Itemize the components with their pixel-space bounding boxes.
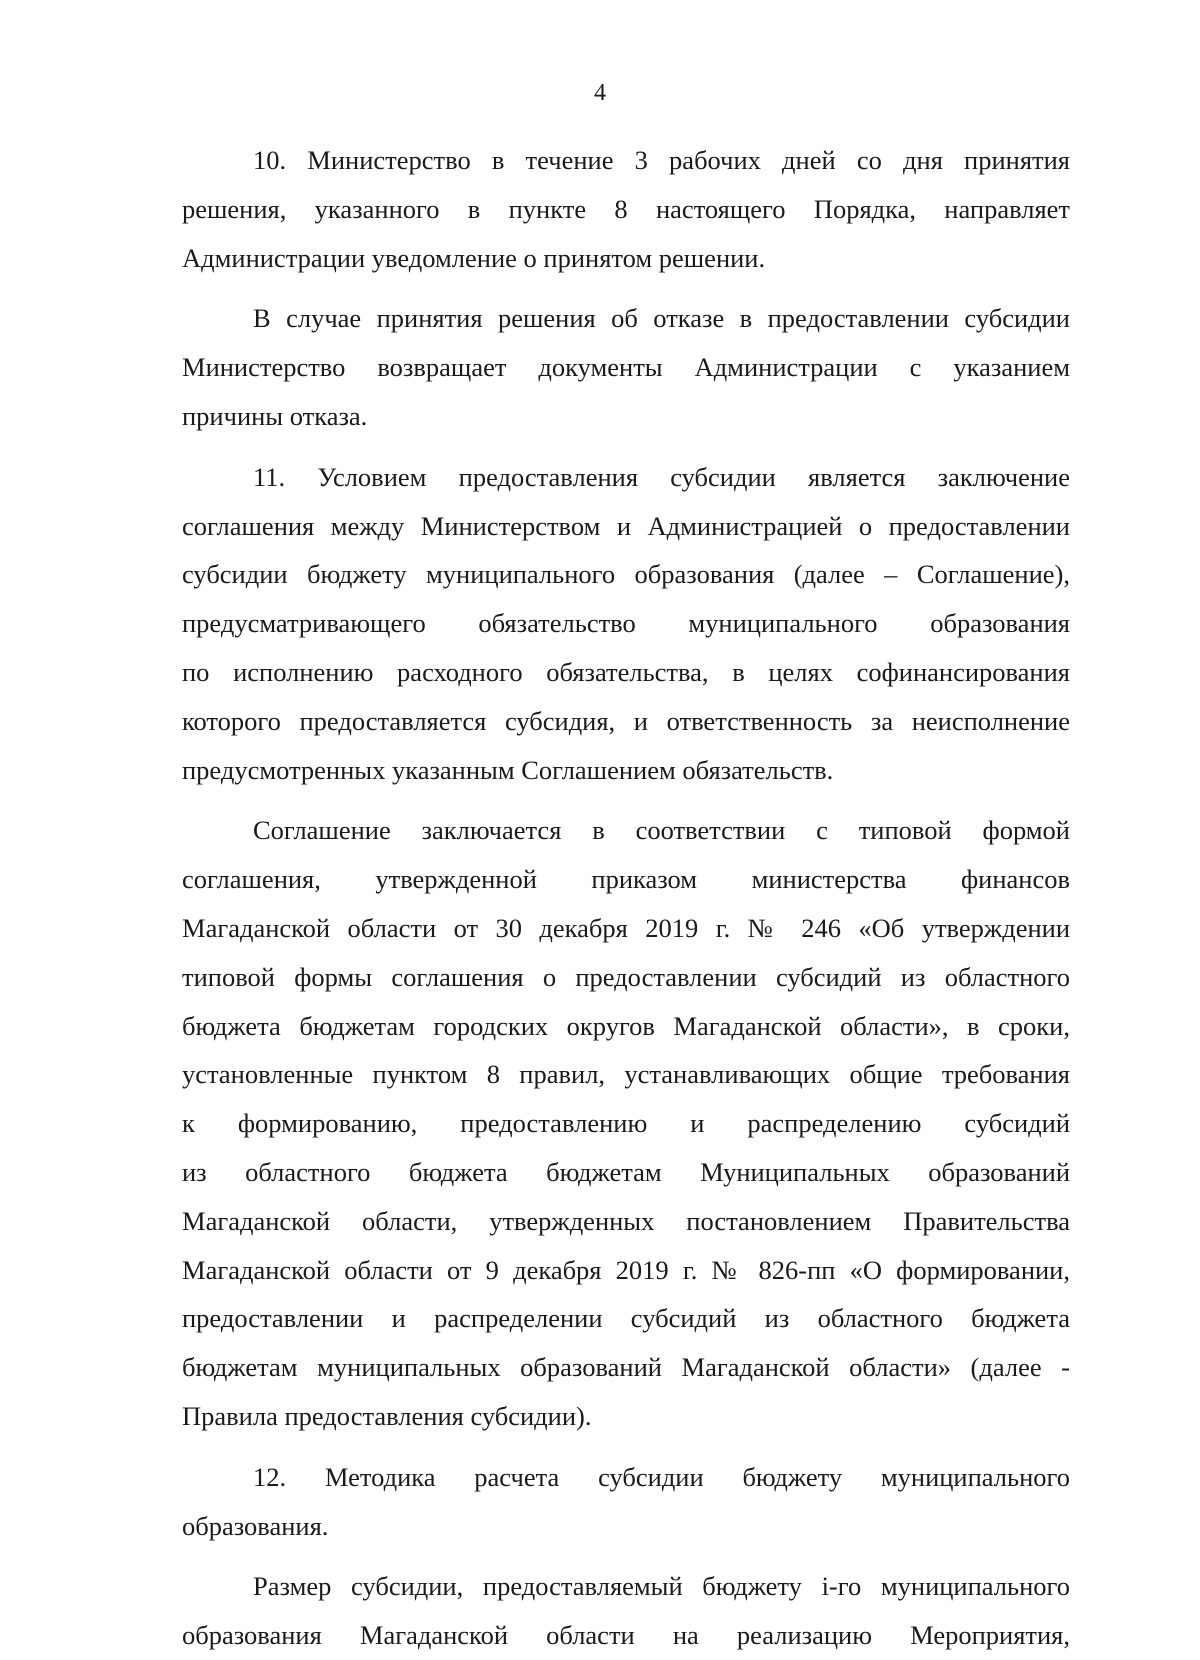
text-line: типовой формы соглашения о предоставлении субсидий из областного [182, 961, 1070, 992]
paragraph-gap [182, 282, 1070, 294]
text-line: субсидии бюджету муниципального образования (далее – Соглашение), [182, 559, 1070, 590]
text-line: 10. Министерство в течение 3 рабочих дней со дня принятия [253, 145, 1070, 175]
paragraph [182, 294, 1070, 440]
text-line: бюджета бюджетам городских округов Магаданской области», в сроки, [182, 1010, 1070, 1041]
document-body [182, 136, 1070, 1660]
text-line: 12. Методика расчета субсидии бюджету муниципального [253, 1461, 1070, 1492]
text-line: соглашения между Министерством и Администрацией о предоставлении [182, 510, 1070, 541]
paragraph [182, 136, 1070, 282]
text-line: образования Магаданской области на реализацию Мероприятия, [182, 1620, 1070, 1651]
text-line: бюджетам муниципальных образований Магаданской области» (далее - [182, 1352, 1070, 1383]
text-line: соглашения, утвержденной приказом министерства финансов [182, 864, 1070, 895]
paragraph [182, 453, 1070, 795]
paragraph-gap [182, 441, 1070, 453]
text-line: установленные пунктом 8 правил, устанавливающих общие требования [182, 1059, 1070, 1090]
text-line: В случае принятия решения об отказе в предоставлении субсидии [253, 303, 1070, 334]
paragraph-gap [182, 1550, 1070, 1562]
paragraph-gap [182, 1441, 1070, 1453]
text-line: из областного бюджета бюджетам Муниципальных образований [182, 1156, 1070, 1187]
text-line: причины отказа. [182, 400, 368, 431]
text-line: Магаданской области, утвержденных постановлением Правительства [182, 1205, 1070, 1236]
paragraph [182, 806, 1070, 1440]
text-line: решения, указанного в пункте 8 настоящего Порядка, направляет [182, 193, 1070, 224]
text-line: предоставлении и распределении субсидий из областного бюджета [182, 1303, 1070, 1334]
text-line: Правила предоставления субсидии). [182, 1400, 592, 1431]
text-line: Соглашение заключается в соответствии с типовой формой [253, 815, 1070, 846]
text-line: Магаданской области от 30 декабря 2019 г. № 246 «Об утверждении [182, 912, 1070, 943]
text-line: которого предоставляется субсидия, и ответственность за неисполнение [182, 705, 1070, 736]
paragraph [182, 1562, 1070, 1660]
text-line: Администрации уведомление о принятом решении. [182, 242, 766, 273]
paragraph-gap [182, 794, 1070, 806]
text-line: к формированию, предоставлению и распределению субсидий [182, 1108, 1070, 1139]
text-line: Министерство возвращает документы Администрации с указанием [182, 352, 1070, 383]
page-number: 4 [594, 80, 606, 106]
text-line: Магаданской области от 9 декабря 2019 г. № 826-пп «О формировании, [182, 1254, 1070, 1285]
text-line: образования. [182, 1510, 329, 1541]
text-line: 11. Условием предоставления субсидии является заключение [253, 461, 1070, 492]
text-line: предусматривающего обязательство муниципального образования [182, 608, 1070, 639]
text-line: предусмотренных указанным Соглашением обязательств. [182, 754, 834, 785]
paragraph [182, 1453, 1070, 1551]
text-line: по исполнению расходного обязательства, в целях софинансирования [182, 656, 1070, 687]
text-line: Размер субсидии, предоставляемый бюджету i-го муниципального [253, 1571, 1070, 1602]
